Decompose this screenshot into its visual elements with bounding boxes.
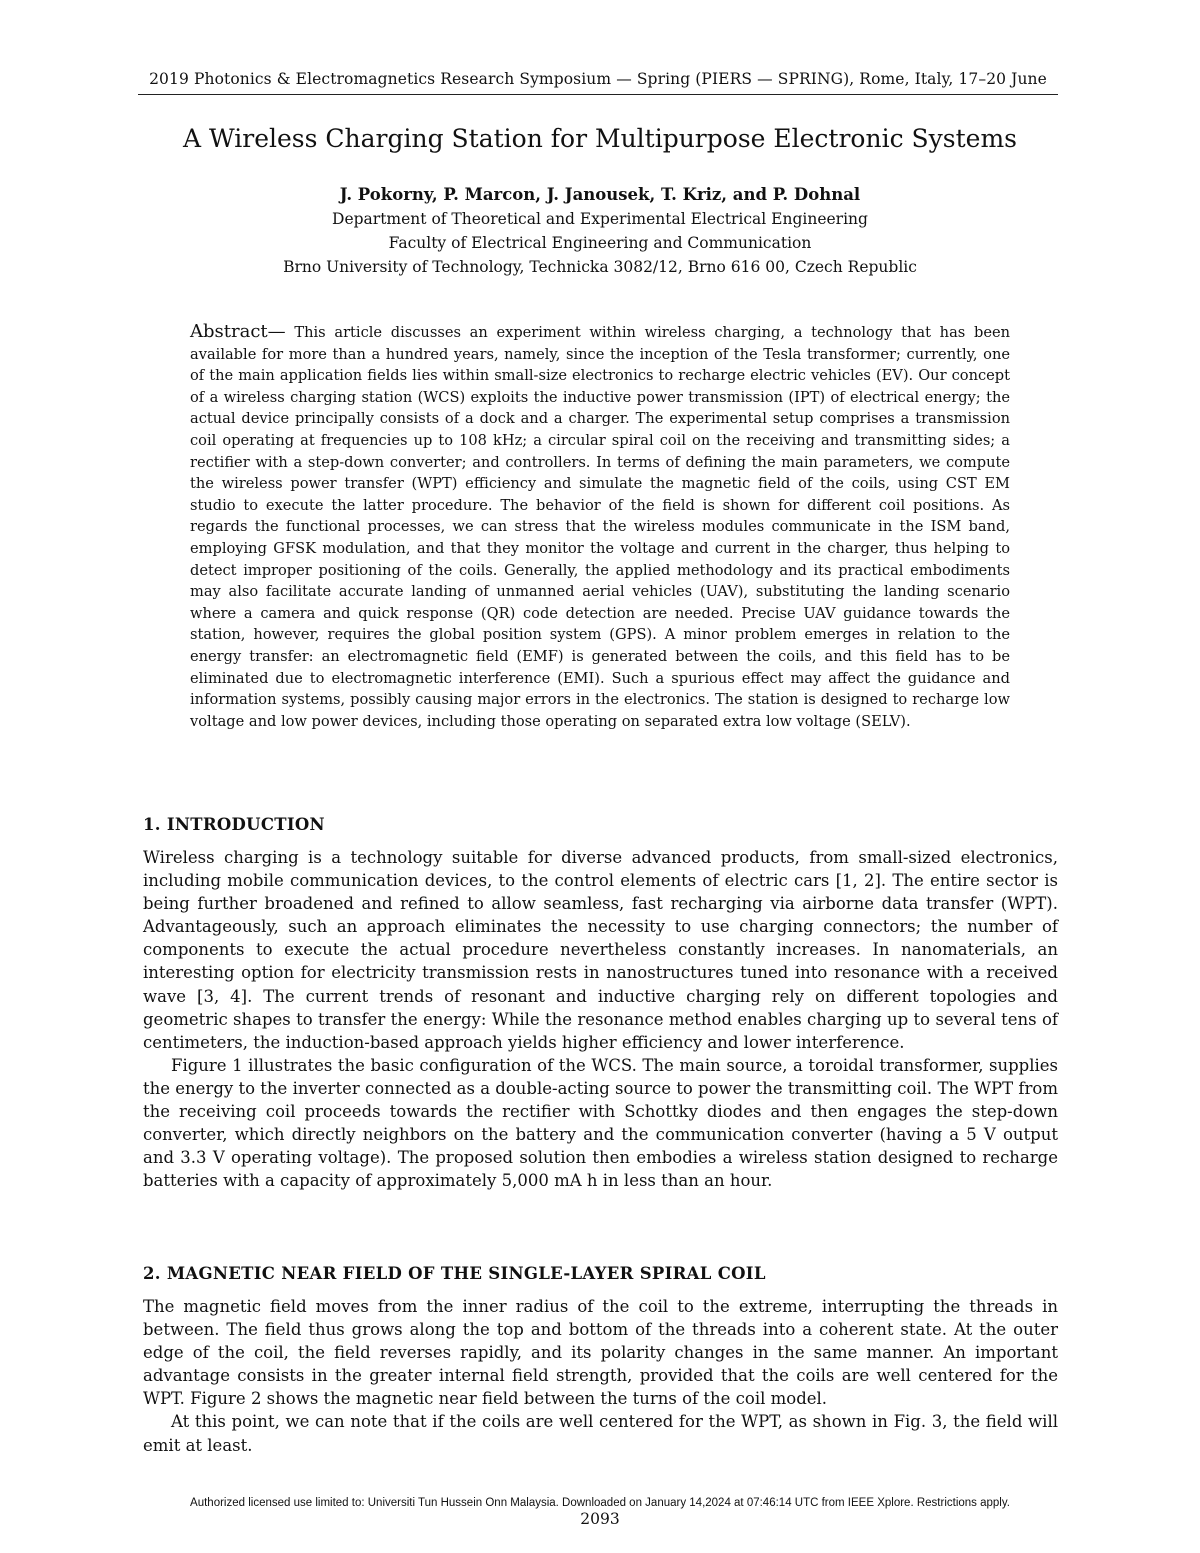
section-body-magnetic-near-field: [143, 1295, 1058, 1457]
paragraph: The magnetic field moves from the inner radius of the coil to the extreme, interrupting the threads in between. The field thus grows along the top and bottom of the threads into a coherent state. At the outer edge of the coil, the field reverses rapidly, and its polarity changes in the same manner. An important advantage consists in the greater internal field strength, provided that the coils are well centered for the WPT. Figure 2 shows the magnetic near field between the turns of the coil model.: [143, 1297, 1058, 1409]
license-notice: Authorized licensed use limited to: Universiti Tun Hussein Onn Malaysia. Downloaded on January 14,2024 at 07:46:14 UTC from IEEE Xplore. Restrictions apply.: [190, 1497, 1010, 1509]
page-number: 2093: [580, 1510, 620, 1528]
running-head: 2019 Photonics & Electromagnetics Research Symposium — Spring (PIERS — SPRING), Rome, Italy, 17–20 June: [138, 70, 1058, 95]
abstract-heading: Abstract—: [190, 321, 286, 342]
section-heading-introduction: 1. INTRODUCTION: [143, 815, 325, 834]
section-body-introduction: [143, 846, 1058, 1192]
paragraph: At this point, we can note that if the coils are well centered for the WPT, as shown in Fig. 3, the field will emit at least.: [143, 1412, 1058, 1455]
affiliation-faculty: Faculty of Electrical Engineering and Communication: [388, 234, 812, 252]
abstract: [190, 321, 1010, 732]
abstract-text: This article discusses an experiment within wireless charging, a technology that has been available for more than a hundred years, namely, since the inception of the Tesla transformer; currently, one of the main application fields lies within small-size electronics to recharge electric vehicles (EV). Our concept of a wireless charging station (WCS) exploits the inductive power transmission (IPT) of electrical energy; the actual device principally consists of a dock and a charger. The experimental setup comprises a transmission coil operating at frequencies up to 108 kHz; a circular spiral coil on the receiving and transmitting sides; a rectifier with a step-down converter; and controllers. In terms of defining the main parameters, we compute the wireless power transfer (WPT) efficiency and simulate the magnetic field of the coils, using CST EM studio to execute the latter procedure. The behavior of the field is shown for different coil positions. As regards the functional processes, we can stress that the wireless modules communicate in the ISM band, employing GFSK modulation, and that they monitor the voltage and current in the charger, thus helping to detect improper positioning of the coils. Generally, the applied methodology and its practical embodiments may also facilitate accurate landing of unmanned aerial vehicles (UAV), substituting the landing scenario where a camera and quick response (QR) code detection are needed. Precise UAV guidance towards the station, however, requires the global position system (GPS). A minor problem emerges in relation to the energy transfer: an electromagnetic field (EMF) is generated between the coils, and this field has to be eliminated due to electromagnetic interference (EMI). Such a spurious effect may affect the guidance and information systems, possibly causing major errors in the electronics. The station is designed to recharge low voltage and low power devices, including those operating on separated extra low voltage (SELV).: [190, 324, 1010, 730]
affiliation-university: Brno University of Technology, Technicka 3082/12, Brno 616 00, Czech Republic: [283, 258, 917, 276]
paper-authors: J. Pokorny, P. Marcon, J. Janousek, T. Kriz, and P. Dohnal: [339, 185, 861, 204]
paper-title: A Wireless Charging Station for Multipurpose Electronic Systems: [183, 124, 1017, 153]
affiliation-department: Department of Theoretical and Experimental Electrical Engineering: [332, 210, 868, 228]
section-heading-magnetic-near-field: 2. MAGNETIC NEAR FIELD OF THE SINGLE-LAYER SPIRAL COIL: [143, 1264, 766, 1283]
paragraph: Figure 1 illustrates the basic configuration of the WCS. The main source, a toroidal transformer, supplies the energy to the inverter connected as a double-acting source to power the transmitting coil. The WPT from the receiving coil proceeds towards the rectifier with Schottky diodes and then engages the step-down converter, which directly neighbors on the battery and the communication converter (having a 5 V output and 3.3 V operating voltage). The proposed solution then embodies a wireless station designed to recharge batteries with a capacity of approximately 5,000 mA h in less than an hour.: [143, 1055, 1058, 1191]
paragraph: Wireless charging is a technology suitable for diverse advanced products, from small-sized electronics, including mobile communication devices, to the control elements of electric cars [1, 2]. The entire sector is being further broadened and refined to allow seamless, fast recharging via airborne data transfer (WPT). Advantageously, such an approach eliminates the necessity to use charging connectors; the number of components to execute the actual procedure nevertheless constantly increases. In nanomaterials, an interesting option for electricity transmission rests in nanostructures tuned into resonance with a received wave [3, 4]. The current trends of resonant and inductive charging rely on different topologies and geometric shapes to transfer the energy: While the resonance method enables charging up to several tens of centimeters, the induction-based approach yields higher efficiency and lower interference.: [143, 848, 1058, 1052]
